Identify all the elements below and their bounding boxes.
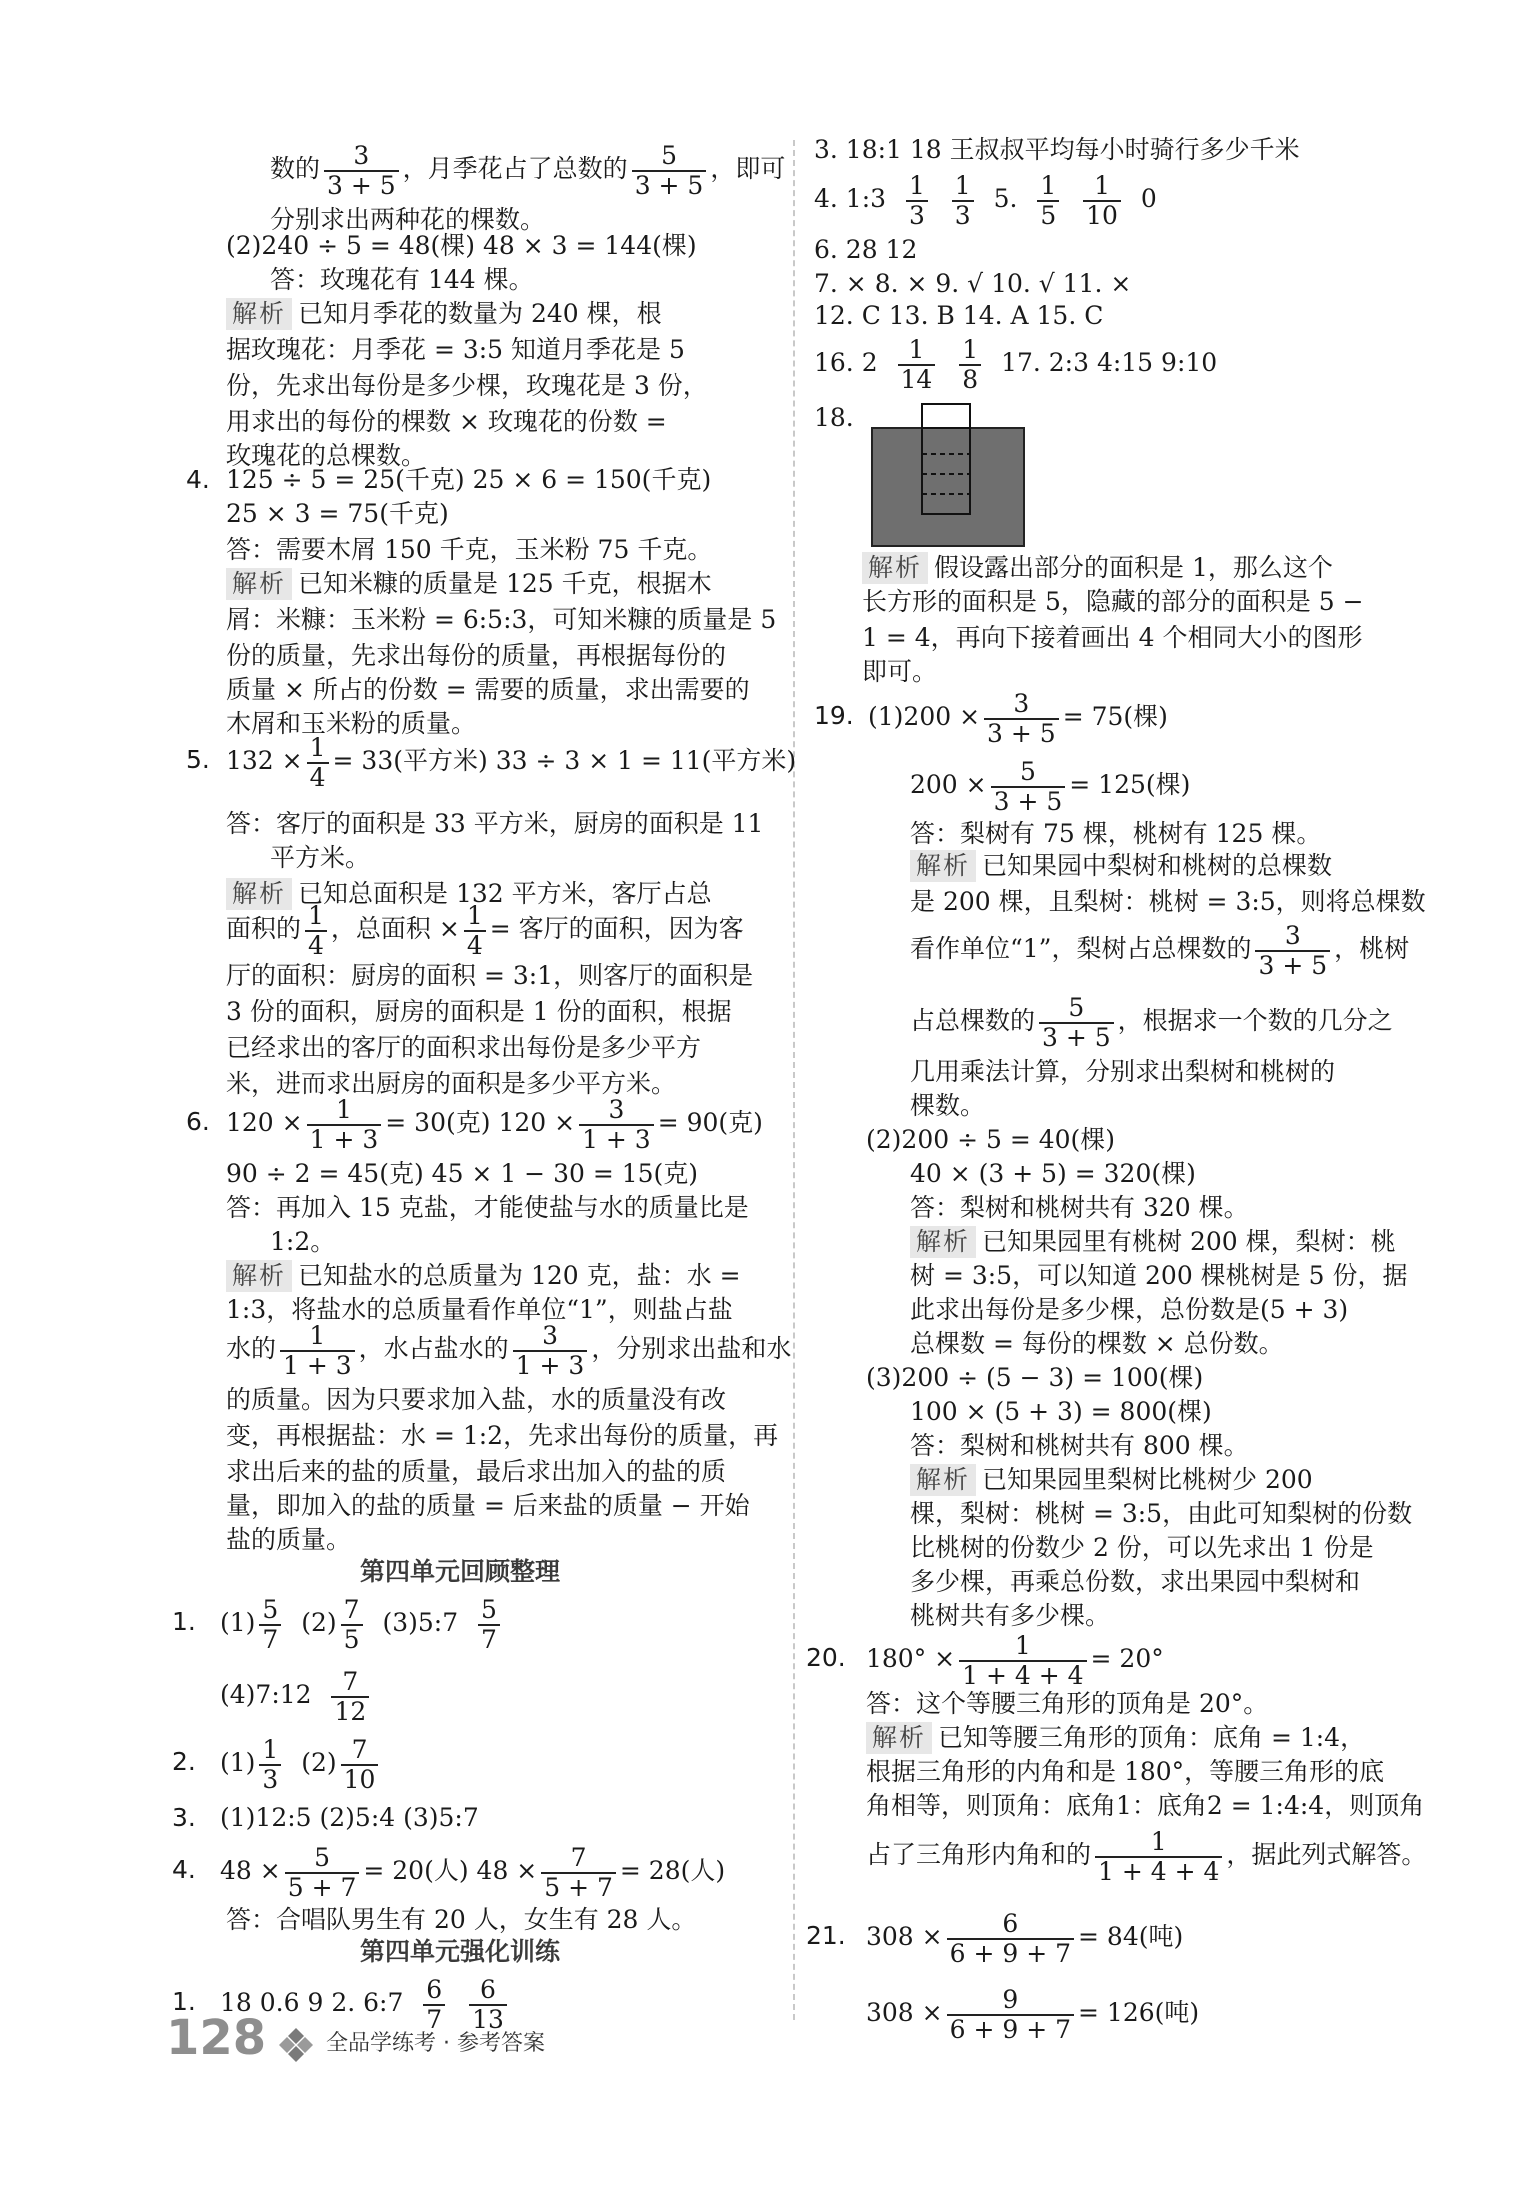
line: 平方米。 xyxy=(270,843,371,872)
analysis-tag: 解析 xyxy=(862,552,928,584)
line: 木屑和玉米粉的质量。 xyxy=(226,709,477,738)
line: 占总棵数的 $\frac{5}{3 + 5}$ ，根据求一个数的几分之 xyxy=(910,992,1393,1052)
analysis-tag: 解析 xyxy=(226,568,292,600)
line: (1)200 × $\frac{3}{3 + 5}$ = 75(棵) xyxy=(868,688,1168,748)
section-heading: 第四单元回顾整理 xyxy=(360,1557,561,1586)
analysis-tag: 解析 xyxy=(226,1260,292,1292)
question-number: 4. xyxy=(186,465,210,494)
fraction: $\frac{1}{14}$ xyxy=(898,336,936,394)
fraction: $\frac{1}{3}$ xyxy=(952,172,974,230)
question-number: 6. xyxy=(186,1107,210,1136)
line: 答：玫瑰花有 144 棵。 xyxy=(270,265,534,294)
line: 棵数。 xyxy=(910,1091,986,1120)
question-number: 19. xyxy=(814,701,854,730)
line: 25 × 3 = 75(千克) xyxy=(226,499,449,528)
line: 1:2。 xyxy=(270,1227,336,1256)
line: 求出后来的盐的质量，最后求出加入的盐的质 xyxy=(226,1457,727,1486)
line: (1) $\frac{1}{3}$ (2) $\frac{7}{10}$ xyxy=(220,1730,382,1796)
fraction: $\frac{1}{1 + 3}$ xyxy=(307,1096,382,1154)
fraction: $\frac{5}{7}$ xyxy=(478,1596,500,1654)
line: 总棵数 = 每份的棵数 × 总份数。 xyxy=(910,1329,1284,1358)
line: 面积的 $\frac{1}{4}$ ，总面积 × $\frac{1}{4}$ = 客厅的面积，因为客 xyxy=(226,900,744,960)
fraction: $\frac{1}{1 + 4 + 4}$ xyxy=(1095,1828,1222,1886)
fraction: $\frac{3}{3 + 5}$ xyxy=(984,690,1059,748)
line: 据玫瑰花：月季花 = 3:5 知道月季花是 5 xyxy=(226,335,685,364)
line: 100 × (5 + 3) = 800(棵) xyxy=(910,1397,1212,1426)
line: 18 0.6 9 2. 6:7 $\frac{6}{7}$ $\frac{6}{13}$ xyxy=(220,1970,511,2036)
analysis-tag: 解析 xyxy=(866,1722,932,1754)
line: (2)200 ÷ 5 = 40(棵) xyxy=(866,1125,1116,1154)
line: 角相等，则顶角：底角1：底角2 = 1:4:4，则顶角 xyxy=(866,1791,1425,1820)
line: 125 ÷ 5 = 25(千克) 25 × 6 = 150(千克) xyxy=(226,465,712,494)
line: 答：梨树有 75 棵，桃树有 125 棵。 xyxy=(910,819,1322,848)
text: ，月季花占了总数的 xyxy=(402,154,628,183)
analysis-line: 解析 已知果园里有桃树 200 棵，梨树：桃 xyxy=(910,1222,1396,1262)
fraction: $\frac{1}{1 + 4 + 4}$ xyxy=(959,1632,1086,1690)
analysis-line: 解析 已知盐水的总质量为 120 克，盐：水 = xyxy=(226,1256,741,1296)
analysis-line: 解析 已知总面积是 132 平方米，客厅占总 xyxy=(226,874,712,914)
text: ，即可 xyxy=(710,154,786,183)
line: (1) $\frac{5}{7}$ (2) $\frac{7}{5}$ (3)5:7 $\frac{5}{7}$ xyxy=(220,1590,504,1656)
question-number: 2. xyxy=(172,1747,196,1776)
line: (4)7:12 $\frac{7}{12}$ xyxy=(220,1662,373,1728)
line: 用求出的每份的棵数 × 玫瑰花的份数 = xyxy=(226,407,667,436)
line: 答：客厅的面积是 33 平方米，厨房的面积是 11 xyxy=(226,809,764,838)
fraction: $\frac{1}{1 + 3}$ xyxy=(280,1322,355,1380)
line: 份的质量，先求出每份的质量，再根据每份的 xyxy=(226,641,727,670)
line: 3. 18:1 18 王叔叔平均每小时骑行多少千米 xyxy=(814,135,1300,164)
line: 答：需要木屑 150 千克，玉米粉 75 千克。 xyxy=(226,535,713,564)
question-number: 4. xyxy=(172,1855,196,1884)
analysis-tag: 解析 xyxy=(226,878,292,910)
line: 答：梨树和桃树共有 800 棵。 xyxy=(910,1431,1249,1460)
line: 变，再根据盐：水 = 1:2，先求出每份的质量，再 xyxy=(226,1421,779,1450)
line: 即可。 xyxy=(862,657,938,686)
analysis-line: 解析 已知月季花的数量为 240 棵，根 xyxy=(226,294,662,334)
analysis-tag: 解析 xyxy=(910,850,976,882)
line: 比桃树的份数少 2 份，可以先求出 1 份是 xyxy=(910,1533,1374,1562)
page-number: 128 xyxy=(166,2010,267,2066)
question-number: 20. xyxy=(806,1643,846,1672)
fraction: $\frac{1}{3}$ xyxy=(906,172,928,230)
column-divider xyxy=(793,140,795,2020)
line: 多少棵，再乘总份数，求出果园中梨树和 xyxy=(910,1567,1361,1596)
line: 答：再加入 15 克盐，才能使盐与水的质量比是 xyxy=(226,1193,749,1222)
fraction: $\frac{7}{10}$ xyxy=(341,1736,379,1794)
text: 数的 xyxy=(270,154,321,183)
line: 48 × $\frac{5}{5 + 7}$ = 20(人) 48 × $\frac{7}{5 + 7}$ = 28(人) xyxy=(220,1842,726,1902)
section-heading: 第四单元强化训练 xyxy=(360,1937,561,1966)
fraction: $\frac{1}{10}$ xyxy=(1083,172,1121,230)
fraction: $\frac{3}{3 + 5}$ xyxy=(324,142,399,200)
line: 桃树共有多少棵。 xyxy=(910,1601,1111,1630)
fraction: $\frac{1}{3}$ xyxy=(259,1736,281,1794)
line: 占了三角形内角和的 $\frac{1}{1 + 4 + 4}$ ，据此列式解答。 xyxy=(866,1826,1427,1886)
line: 12. C 13. B 14. A 15. C xyxy=(814,301,1104,330)
question-number: 1. xyxy=(172,1607,196,1636)
line: 几用乘法计算，分别求出梨树和桃树的 xyxy=(910,1057,1336,1086)
line: 6. 28 12 xyxy=(814,235,918,264)
line: 答：合唱队男生有 20 人，女生有 28 人。 xyxy=(226,1905,697,1934)
line: 米，进而求出厨房的面积是多少平方米。 xyxy=(226,1069,677,1098)
line: 玫瑰花的总棵数。 xyxy=(226,441,427,470)
fraction: $\frac{1}{4}$ xyxy=(464,902,486,960)
line: 根据三角形的内角和是 180°，等腰三角形的底 xyxy=(866,1757,1385,1786)
line: 200 × $\frac{5}{3 + 5}$ = 125(棵) xyxy=(910,756,1191,816)
line: 看作单位“1”，梨树占总棵数的 $\frac{3}{3 + 5}$ ，桃树 xyxy=(910,920,1410,980)
line: 180° × $\frac{1}{1 + 4 + 4}$ = 20° xyxy=(866,1630,1164,1690)
fraction: $\frac{5}{3 + 5}$ xyxy=(1039,994,1114,1052)
line: 棵，梨树：桃树 = 3:5，由此可知梨树的份数 xyxy=(910,1499,1413,1528)
analysis-line: 解析 已知米糠的质量是 125 千克，根据木 xyxy=(226,564,712,604)
question-number: 18. xyxy=(814,403,854,432)
line: 份，先求出每份是多少棵，玫瑰花是 3 份， xyxy=(226,371,708,400)
fraction: $\frac{1}{4}$ xyxy=(305,902,327,960)
analysis-tag: 解析 xyxy=(910,1464,976,1496)
fraction: $\frac{6}{13}$ xyxy=(469,1976,507,2034)
line: 1 = 4，再向下接着画出 4 个相同大小的图形 xyxy=(862,623,1363,652)
analysis-tag: 解析 xyxy=(910,1226,976,1258)
line: 水的 $\frac{1}{1 + 3}$ ，水占盐水的 $\frac{3}{1 + 3}$ ，分别求出盐和水 xyxy=(226,1320,792,1380)
rectangle-figure xyxy=(870,402,1026,548)
analysis-line: 解析 已知等腰三角形的顶角：底角 = 1:4， xyxy=(866,1718,1365,1758)
line: 308 × $\frac{9}{6 + 9 + 7}$ = 126(吨) xyxy=(866,1984,1200,2044)
line: 树 = 3:5，可以知道 200 棵桃树是 5 份，据 xyxy=(910,1261,1408,1290)
line: 的质量。因为只要求加入盐，水的质量没有改 xyxy=(226,1385,727,1414)
line: 16. 2 $\frac{1}{14}$ $\frac{1}{8}$ 17. 2:3 4:15 9:10 xyxy=(814,334,1218,394)
line: (3)200 ÷ (5 − 3) = 100(棵) xyxy=(866,1363,1204,1392)
analysis-line: 解析 已知果园中梨树和桃树的总棵数 xyxy=(910,846,1332,886)
fraction: $\frac{7}{12}$ xyxy=(331,1668,369,1726)
fraction: $\frac{9}{6 + 9 + 7}$ xyxy=(947,1986,1074,2044)
line: 已经求出的客厅的面积求出每份是多少平方 xyxy=(226,1033,702,1062)
line: 308 × $\frac{6}{6 + 9 + 7}$ = 84(吨) xyxy=(866,1908,1184,1968)
question-number: 5. xyxy=(186,745,210,774)
fraction: $\frac{5}{3 + 5}$ xyxy=(991,758,1066,816)
fraction: $\frac{3}{3 + 5}$ xyxy=(1255,922,1330,980)
line: 7. × 8. × 9. √ 10. √ 11. × xyxy=(814,269,1132,298)
diamond-logo-icon xyxy=(278,2026,314,2062)
question-number: 1. xyxy=(172,1987,196,2016)
fraction: $\frac{7}{5 + 7}$ xyxy=(541,1844,616,1902)
fraction: $\frac{1}{5}$ xyxy=(1037,172,1059,230)
fraction: $\frac{1}{4}$ xyxy=(307,734,329,792)
line: 90 ÷ 2 = 45(克) 45 × 1 − 30 = 15(克) xyxy=(226,1159,699,1188)
fraction: $\frac{5}{3 + 5}$ xyxy=(632,142,707,200)
line xyxy=(270,136,785,202)
line: 3 份的面积，厨房的面积是 1 份的面积，根据 xyxy=(226,997,732,1026)
question-number: 3. xyxy=(172,1803,196,1832)
analysis-tag: 解析 xyxy=(226,298,292,330)
fraction: $\frac{3}{1 + 3}$ xyxy=(579,1096,654,1154)
fraction: $\frac{6}{6 + 9 + 7}$ xyxy=(947,1910,1074,1968)
line: 40 × (3 + 5) = 320(棵) xyxy=(910,1159,1196,1188)
fraction: $\frac{5}{7}$ xyxy=(259,1596,281,1654)
footer-title: 全品学练考 · 参考答案 xyxy=(326,2031,545,2056)
analysis-line: 解析 已知果园里梨树比桃树少 200 xyxy=(910,1460,1313,1500)
line: 屑：米糠：玉米粉 = 6:5:3，可知米糠的质量是 5 xyxy=(226,605,777,634)
line: 是 200 棵，且梨树：桃树 = 3:5，则将总棵数 xyxy=(910,887,1426,916)
line: 厅的面积：厨房的面积 = 3:1，则客厅的面积是 xyxy=(226,961,754,990)
fraction: $\frac{5}{5 + 7}$ xyxy=(285,1844,360,1902)
line: 4. 1:3 $\frac{1}{3}$ $\frac{1}{3}$ 5. $\frac{1}{5}$ $\frac{1}{10}$ 0 xyxy=(814,170,1157,230)
line: 132 × $\frac{1}{4}$ = 33(平方米) 33 ÷ 3 × 1 = 11(平方米) xyxy=(226,732,797,792)
line: 此求出每份是多少棵，总份数是(5 + 3) xyxy=(910,1295,1349,1324)
line: 120 × $\frac{1}{1 + 3}$ = 30(克) 120 × $\frac{3}{1 + 3}$ = 90(克) xyxy=(226,1094,763,1154)
line: 质量 × 所占的份数 = 需要的质量，求出需要的 xyxy=(226,675,750,704)
fraction: $\frac{3}{1 + 3}$ xyxy=(513,1322,588,1380)
line: 分别求出两种花的棵数。 xyxy=(270,205,546,234)
line: (1)12:5 (2)5:4 (3)5:7 xyxy=(220,1803,479,1832)
line: 答：这个等腰三角形的顶角是 20°。 xyxy=(866,1689,1269,1718)
line: 长方形的面积是 5，隐藏的部分的面积是 5 − xyxy=(862,587,1364,616)
question-number: 21. xyxy=(806,1921,846,1950)
fraction: $\frac{7}{5}$ xyxy=(341,1596,363,1654)
analysis-line: 解析 假设露出部分的面积是 1，那么这个 xyxy=(862,548,1333,588)
line: 量，即加入的盐的质量 = 后来盐的质量 − 开始 xyxy=(226,1491,750,1520)
line: 答：梨树和桃树共有 320 棵。 xyxy=(910,1193,1249,1222)
line: 1:3，将盐水的总质量看作单位“1”，则盐占盐 xyxy=(226,1295,733,1324)
line: (2)240 ÷ 5 = 48(棵) 48 × 3 = 144(棵) xyxy=(226,231,697,260)
shaded-rectangle xyxy=(872,428,1024,546)
fraction: $\frac{6}{7}$ xyxy=(423,1976,445,2034)
line: 盐的质量。 xyxy=(226,1525,352,1554)
fraction: $\frac{1}{8}$ xyxy=(959,336,981,394)
